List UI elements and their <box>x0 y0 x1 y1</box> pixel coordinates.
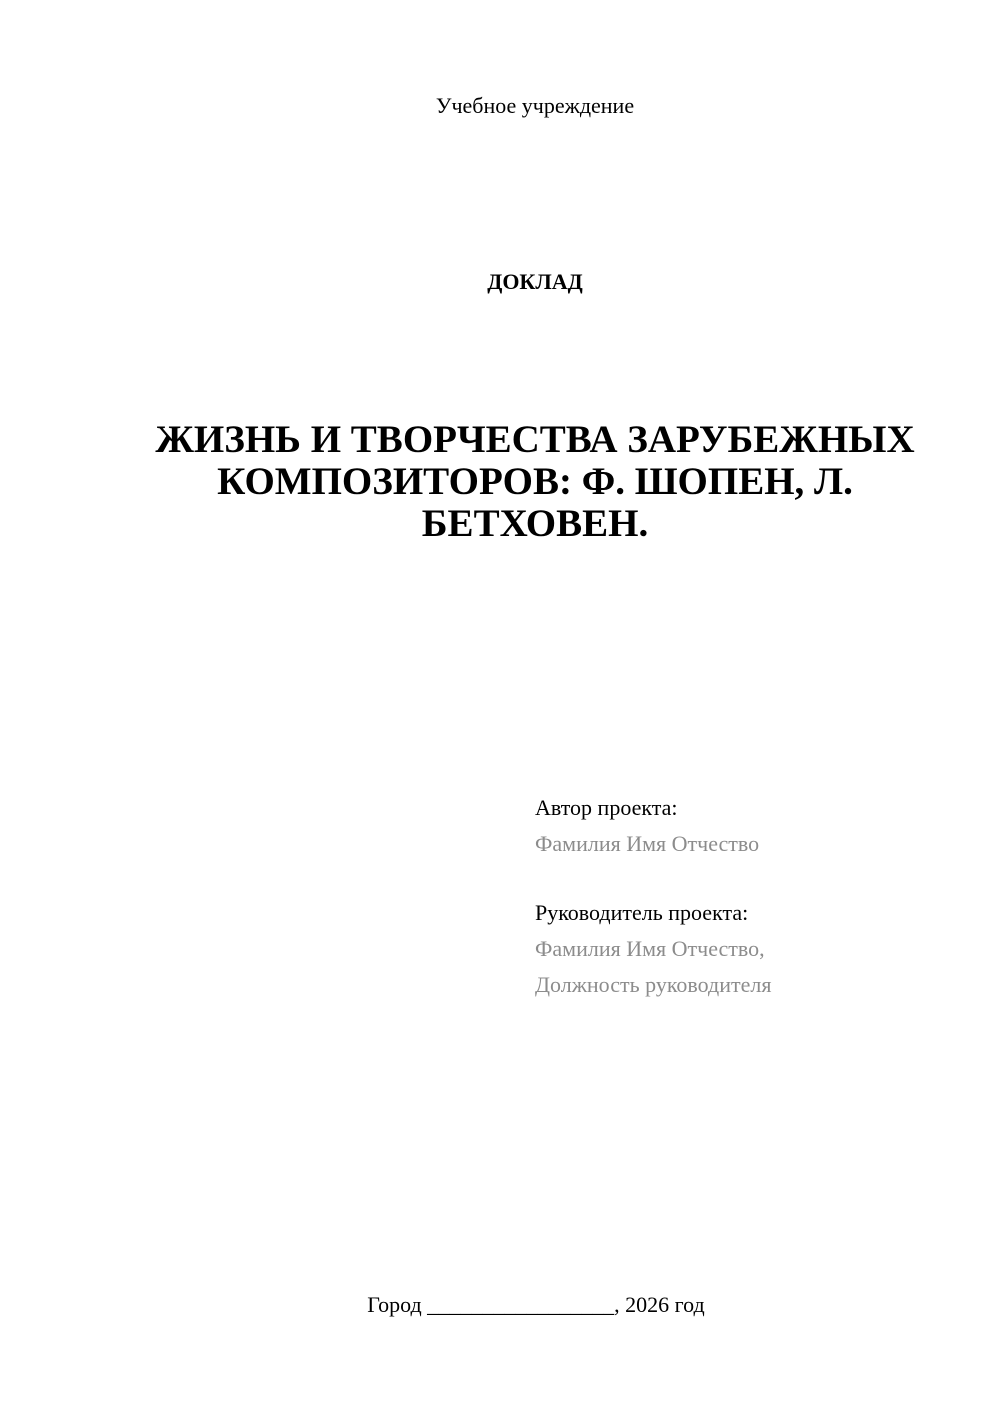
credits-spacer <box>535 862 975 895</box>
title-line: БЕТХОВЕН. <box>421 502 649 545</box>
supervisor-name: Фамилия Имя Отчество, <box>535 936 765 961</box>
author-label: Автор проекта: <box>535 795 678 820</box>
supervisor-label: Руководитель проекта: <box>535 900 749 925</box>
supervisor-position: Должность руководителя <box>535 972 772 997</box>
report-title <box>150 419 920 545</box>
city-year-line: Город _________________, 2026 год <box>367 1292 705 1317</box>
document-type: ДОКЛАД <box>487 269 583 294</box>
author-name: Фамилия Имя Отчество <box>535 831 760 856</box>
credits-block <box>535 790 975 1003</box>
institution-name: Учебное учреждение <box>435 93 635 118</box>
title-line: ЖИЗНЬ И ТВОРЧЕСТВА ЗАРУБЕЖНЫХ <box>155 418 915 461</box>
title-line: КОМПОЗИТОРОВ: Ф. ШОПЕН, Л. <box>217 460 853 503</box>
